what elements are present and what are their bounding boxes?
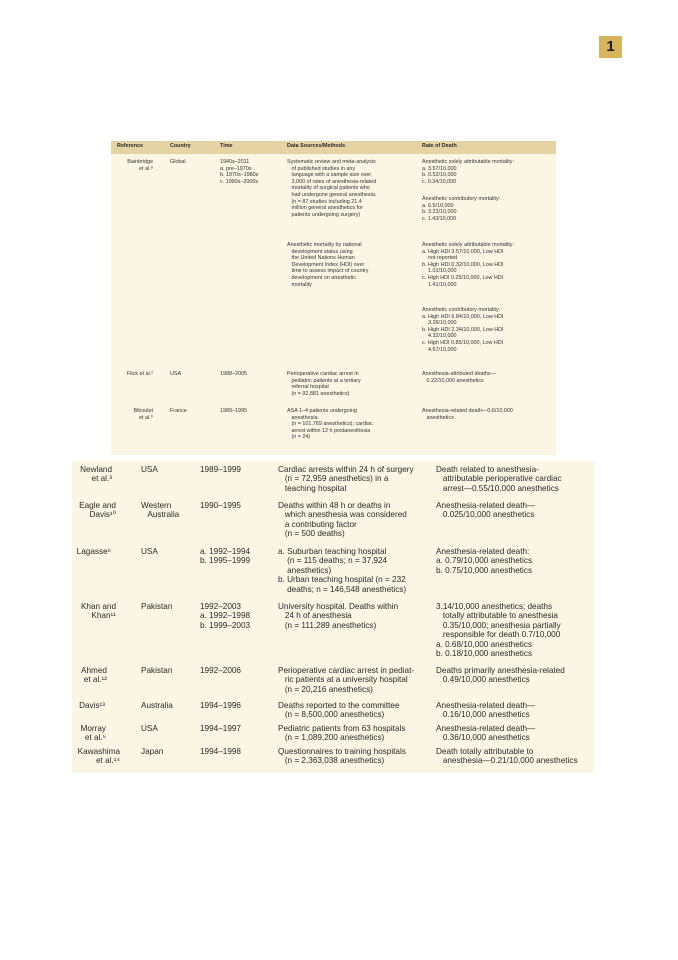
row-davis-methods: Deaths reported to the committee (n = 8,500,000 anesthetics) — [278, 701, 400, 720]
mortality-table-lower — [72, 461, 594, 773]
row-bainbridge-rate-contributory: Anesthetic contributory mortality: a. 6.5/10,000 b. 3.23/10,000 c. 1.43/10,000 — [422, 196, 501, 222]
row-lagasse-reference: Lagasse⁶ — [76, 547, 111, 556]
row-eagle-davis-rate: Anesthesia-related death— 0.025/10,000 anesthetics — [436, 501, 536, 520]
row-kawashima-time: 1994–1998 — [200, 747, 241, 756]
row-khan-methods: University hospital. Deaths within 24 h of anesthesia (n = 111,289 anesthetics) — [278, 602, 399, 630]
row-kawashima-methods: Questionnaires to training hospitals (n = 2,363,038 anesthetics) — [278, 747, 406, 766]
row-newland-reference: Newland et al.³ — [80, 465, 112, 484]
row-bainbridge-time: 1940s–2011 a. pre–1970s b. 1970s–1980s c. 1990s–2000s — [220, 159, 259, 185]
row-bainbridge-methods: Systematic review and meta-analysis of published studies in any language with a sample size over 3,000 of rates of anesthesia-related mortality of surgical patients who had undergone general anesthesia. (n = 87 studies including 21.4 million general anesthetics for patients undergoing surgery) — [287, 159, 377, 218]
row-morray-methods: Pediatric patients from 63 hospitals (n = 1,089,200 anesthetics) — [278, 724, 406, 743]
row-lagasse-country: USA — [141, 547, 158, 556]
row-bainbridge-rate-solely: Anesthetic solely attributable mortality: a. 3.57/10,000 b. 0.52/10,000 c. 0.34/10,000 — [422, 159, 514, 185]
mortality-table-upper — [111, 141, 556, 455]
row-kawashima-rate: Death totally attributable to anesthesia—0.21/10,000 anesthetics — [436, 747, 578, 766]
row-biboulet-rate: Anesthesia-related death—0.6/10,000 anesthetics — [422, 408, 513, 421]
header-rate: Rate of Death — [422, 143, 457, 149]
row-davis-country: Australia — [141, 701, 173, 710]
row-ahmed-rate: Deaths primarily anesthesia-related 0.49/10,000 anesthetics — [436, 666, 565, 685]
row-newland-rate: Death related to anesthesia- attributable perioperative cardiac arrest—0.55/10,000 anesthetics — [436, 465, 562, 493]
header-reference: Reference — [117, 143, 144, 149]
row-eagle-davis-methods: Deaths within 48 h or deaths in which anesthesia was considered a contributing factor (n = 500 deaths) — [278, 501, 407, 539]
row-biboulet-country: France — [170, 408, 187, 414]
row-davis-time: 1994–1996 — [200, 701, 241, 710]
row-eagle-davis-reference: Eagle and Davis¹⁰ — [79, 501, 116, 520]
row-bainbridge-methods-hdi: Anesthetic mortality by national development status using the United Nations Human Development Index (HDI) over time to assess impact of country development on anesthetic mortality — [287, 242, 369, 288]
row-newland-country: USA — [141, 465, 158, 474]
row-bainbridge-reference: Bainbridge et al.⁸ — [127, 159, 153, 172]
row-biboulet-reference: Biboulet et al.⁹ — [133, 408, 153, 421]
row-newland-time: 1989–1999 — [200, 465, 241, 474]
header-country: Country — [170, 143, 191, 149]
row-bainbridge-country: Global — [170, 159, 186, 165]
row-flick-rate: Anesthesia-attributed deaths— 0.22/10,000 anesthetics — [422, 371, 497, 384]
row-flick-methods: Perioperative cardiac arrest in pediatric patients at a tertiary referral hospital (n = 92,881 anesthetics) — [287, 371, 361, 397]
header-methods: Data Sources/Methods — [287, 143, 346, 149]
row-lagasse-time: a. 1992–1994 b. 1995–1999 — [200, 547, 251, 566]
row-biboulet-methods: ASA 1–4 patients undergoing anesthesia (n = 101,769 anesthetics); cardiac arrest within 12 h postanesthesia (n = 24) — [287, 408, 373, 441]
row-khan-time: 1992–2003 a. 1992–1998 b. 1999–2003 — [200, 602, 251, 630]
row-morray-time: 1994–1997 — [200, 724, 241, 733]
row-khan-country: Pakistan — [141, 602, 173, 611]
row-flick-reference: Flick et al.² — [126, 371, 153, 377]
row-ahmed-reference: Ahmed et al.¹² — [81, 666, 107, 685]
row-biboulet-time: 1989–1995 — [220, 408, 247, 414]
row-davis-reference: Davis¹³ — [79, 701, 105, 710]
row-lagasse-rate: Anesthesia-related death: a. 0.79/10,000 anesthetics b. 0.75/10,000 anesthetics — [436, 547, 533, 575]
row-morray-rate: Anesthesia-related death— 0.36/10,000 anesthetics — [436, 724, 536, 743]
row-khan-reference: Khan and Khan¹¹ — [80, 602, 116, 621]
row-ahmed-methods: Perioperative cardiac arrest in pediat- ric patients at a university hospital (n = 20,216 anesthetics) — [278, 666, 415, 694]
header-time: Time — [220, 143, 233, 149]
row-davis-rate: Anesthesia-related death— 0.16/10,000 anesthetics — [436, 701, 536, 720]
row-eagle-davis-time: 1990–1995 — [200, 501, 241, 510]
row-morray-reference: Morray et al.⁵ — [80, 724, 106, 743]
row-kawashima-country: Japan — [141, 747, 164, 756]
row-flick-time: 1988–2005 — [220, 371, 247, 377]
table-header-row — [111, 141, 556, 154]
chapter-number-badge: 1 — [599, 36, 622, 58]
row-kawashima-reference: Kawashima et al.¹⁴ — [77, 747, 120, 766]
row-bainbridge-rate-hdi-contributory: Anesthetic contributory mortality: a. High HDI 6.84/10,000, Low HDI 3.26/10,000 b. High HDI 2.34/10,000, Low HDI 4.32/10,000 c. High HDI 0.85/10,000, Low HDI 4.67/10,000 — [422, 307, 504, 353]
row-morray-country: USA — [141, 724, 158, 733]
row-newland-methods: Cardiac arrests within 24 h of surgery (n = 72,959 anesthetics) in a teaching hospital — [278, 465, 414, 493]
row-eagle-davis-country: Western Australia — [141, 501, 180, 520]
row-lagasse-methods: a. Suburban teaching hospital (n = 115 deaths; n = 37,924 anesthetics) b. Urban teaching hospital (n = 232 deaths; n = 146,548 anesthetics) — [278, 547, 407, 594]
row-khan-rate: 3.14/10,000 anesthetics; deaths totally attributable to anesthesia 0.35/10,000; anesthesia partially responsible for death 0.7/10,000 a. 0.68/10,000 anesthetics b. 0.18/10,000 anesthetics — [436, 602, 561, 659]
row-ahmed-country: Pakistan — [141, 666, 173, 675]
row-flick-country: USA — [170, 371, 182, 377]
row-ahmed-time: 1992–2006 — [200, 666, 241, 675]
row-bainbridge-rate-hdi-solely: Anesthetic solely attributable mortality: a. High HDI 3.57/10,000, Low HDI not reported b. High HDI 0.32/10,000, Low HDI 1.01/10,000 c. High HDI 0.25/10,000, Low HDI 1.41/10,000 — [422, 242, 514, 288]
